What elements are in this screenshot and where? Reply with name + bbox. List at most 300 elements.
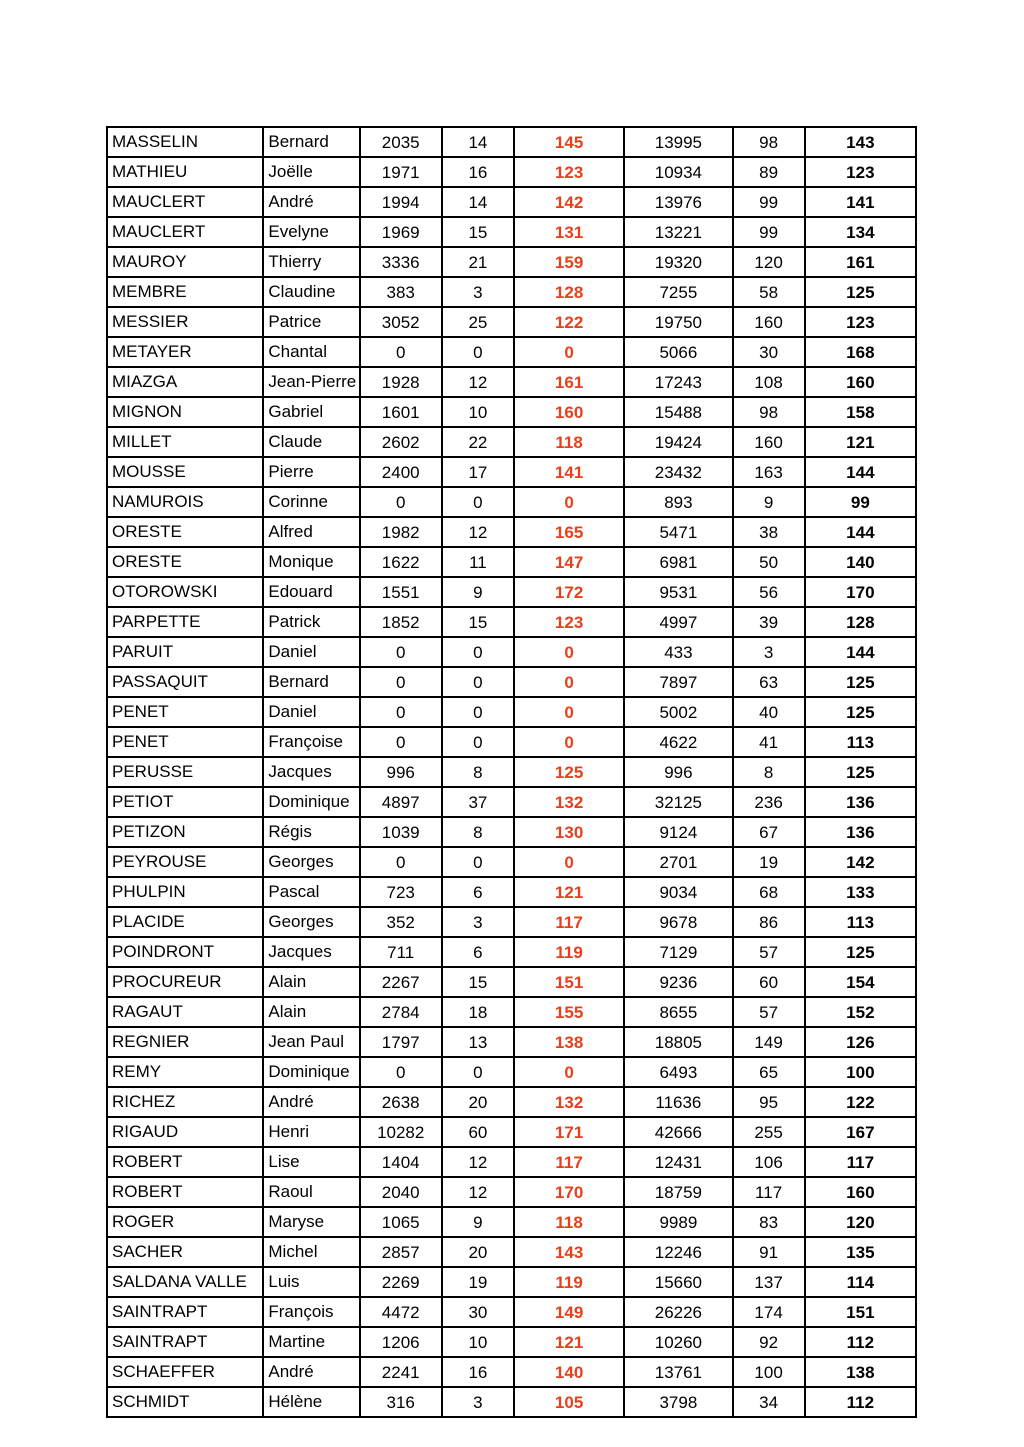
value-1-cell: 2638 [360,1087,442,1117]
first-name-cell: Daniel [263,637,359,667]
value-2-cell: 10934 [624,157,732,187]
table-row [107,1117,916,1147]
first-name-cell: Pascal [263,877,359,907]
last-name-cell: PETIZON [107,817,263,847]
table-row [107,1027,916,1057]
table-row [107,547,916,577]
count-1-cell: 16 [442,157,514,187]
average-1-cell: 143 [514,1237,624,1267]
value-1-cell: 0 [360,337,442,367]
value-1-cell: 723 [360,877,442,907]
first-name-cell: Georges [263,907,359,937]
value-1-cell: 0 [360,727,442,757]
last-name-cell: SAINTRAPT [107,1327,263,1357]
value-1-cell: 1039 [360,817,442,847]
first-name-cell: Jacques [263,757,359,787]
average-2-cell: 144 [805,637,916,667]
table-row [107,457,916,487]
value-2-cell: 9531 [624,577,732,607]
average-2-cell: 121 [805,427,916,457]
count-1-cell: 9 [442,1207,514,1237]
average-2-cell: 120 [805,1207,916,1237]
value-2-cell: 9989 [624,1207,732,1237]
count-2-cell: 255 [733,1117,805,1147]
average-2-cell: 122 [805,1087,916,1117]
count-2-cell: 60 [733,967,805,997]
count-2-cell: 160 [733,427,805,457]
first-name-cell: Luis [263,1267,359,1297]
average-2-cell: 135 [805,1237,916,1267]
count-2-cell: 9 [733,487,805,517]
value-2-cell: 17243 [624,367,732,397]
count-2-cell: 34 [733,1387,805,1417]
value-1-cell: 0 [360,847,442,877]
last-name-cell: PARPETTE [107,607,263,637]
last-name-cell: REMY [107,1057,263,1087]
average-1-cell: 0 [514,667,624,697]
value-2-cell: 5066 [624,337,732,367]
table-row [107,187,916,217]
table-row [107,307,916,337]
value-1-cell: 2241 [360,1357,442,1387]
count-1-cell: 13 [442,1027,514,1057]
count-2-cell: 83 [733,1207,805,1237]
count-1-cell: 18 [442,997,514,1027]
table-row [107,517,916,547]
average-2-cell: 144 [805,517,916,547]
table-row [107,817,916,847]
average-2-cell: 138 [805,1357,916,1387]
last-name-cell: PETIOT [107,787,263,817]
last-name-cell: RAGAUT [107,997,263,1027]
count-1-cell: 30 [442,1297,514,1327]
count-1-cell: 0 [442,637,514,667]
count-1-cell: 11 [442,547,514,577]
value-2-cell: 9124 [624,817,732,847]
average-1-cell: 121 [514,877,624,907]
count-1-cell: 22 [442,427,514,457]
first-name-cell: Alain [263,997,359,1027]
average-2-cell: 141 [805,187,916,217]
value-1-cell: 2602 [360,427,442,457]
count-1-cell: 20 [442,1237,514,1267]
count-2-cell: 50 [733,547,805,577]
average-1-cell: 0 [514,487,624,517]
count-1-cell: 12 [442,1147,514,1177]
average-1-cell: 132 [514,1087,624,1117]
average-2-cell: 112 [805,1327,916,1357]
first-name-cell: Monique [263,547,359,577]
first-name-cell: Raoul [263,1177,359,1207]
average-2-cell: 123 [805,157,916,187]
average-2-cell: 144 [805,457,916,487]
table-row [107,667,916,697]
value-1-cell: 10282 [360,1117,442,1147]
value-1-cell: 2857 [360,1237,442,1267]
table-row [107,1297,916,1327]
value-1-cell: 0 [360,637,442,667]
first-name-cell: Bernard [263,667,359,697]
value-2-cell: 19750 [624,307,732,337]
count-2-cell: 92 [733,1327,805,1357]
average-1-cell: 128 [514,277,624,307]
value-1-cell: 2040 [360,1177,442,1207]
value-2-cell: 4622 [624,727,732,757]
last-name-cell: PHULPIN [107,877,263,907]
table-row [107,637,916,667]
last-name-cell: OTOROWSKI [107,577,263,607]
average-2-cell: 152 [805,997,916,1027]
count-1-cell: 12 [442,367,514,397]
value-2-cell: 13976 [624,187,732,217]
value-1-cell: 1852 [360,607,442,637]
average-2-cell: 136 [805,787,916,817]
first-name-cell: Thierry [263,247,359,277]
value-1-cell: 0 [360,697,442,727]
count-2-cell: 120 [733,247,805,277]
table-body [107,127,916,1417]
average-1-cell: 123 [514,157,624,187]
average-2-cell: 161 [805,247,916,277]
average-2-cell: 158 [805,397,916,427]
count-2-cell: 8 [733,757,805,787]
last-name-cell: PENET [107,697,263,727]
count-1-cell: 10 [442,1327,514,1357]
value-1-cell: 711 [360,937,442,967]
table-row [107,157,916,187]
table-row [107,967,916,997]
value-2-cell: 15660 [624,1267,732,1297]
average-2-cell: 136 [805,817,916,847]
count-1-cell: 0 [442,487,514,517]
count-2-cell: 86 [733,907,805,937]
average-2-cell: 125 [805,937,916,967]
average-1-cell: 121 [514,1327,624,1357]
average-2-cell: 167 [805,1117,916,1147]
value-2-cell: 6981 [624,547,732,577]
count-1-cell: 6 [442,937,514,967]
last-name-cell: MAUCLERT [107,217,263,247]
count-1-cell: 8 [442,757,514,787]
average-2-cell: 125 [805,697,916,727]
average-2-cell: 154 [805,967,916,997]
count-2-cell: 163 [733,457,805,487]
count-1-cell: 0 [442,337,514,367]
last-name-cell: MIAZGA [107,367,263,397]
average-2-cell: 133 [805,877,916,907]
first-name-cell: Michel [263,1237,359,1267]
value-1-cell: 2035 [360,127,442,157]
count-1-cell: 8 [442,817,514,847]
count-1-cell: 19 [442,1267,514,1297]
average-2-cell: 143 [805,127,916,157]
count-2-cell: 39 [733,607,805,637]
first-name-cell: Henri [263,1117,359,1147]
table-row [107,1087,916,1117]
last-name-cell: PEYROUSE [107,847,263,877]
first-name-cell: Jacques [263,937,359,967]
count-2-cell: 100 [733,1357,805,1387]
count-1-cell: 14 [442,127,514,157]
value-2-cell: 7897 [624,667,732,697]
count-2-cell: 149 [733,1027,805,1057]
value-2-cell: 9034 [624,877,732,907]
value-2-cell: 42666 [624,1117,732,1147]
table-row [107,1267,916,1297]
count-2-cell: 19 [733,847,805,877]
count-2-cell: 174 [733,1297,805,1327]
average-1-cell: 151 [514,967,624,997]
count-1-cell: 12 [442,517,514,547]
count-2-cell: 236 [733,787,805,817]
average-2-cell: 128 [805,607,916,637]
average-2-cell: 125 [805,757,916,787]
table-row [107,337,916,367]
average-1-cell: 0 [514,637,624,667]
value-2-cell: 9678 [624,907,732,937]
table-row [107,1057,916,1087]
last-name-cell: NAMUROIS [107,487,263,517]
average-2-cell: 151 [805,1297,916,1327]
last-name-cell: PARUIT [107,637,263,667]
table-row [107,1237,916,1267]
first-name-cell: Edouard [263,577,359,607]
last-name-cell: POINDRONT [107,937,263,967]
count-1-cell: 14 [442,187,514,217]
table-row [107,757,916,787]
value-1-cell: 1797 [360,1027,442,1057]
count-1-cell: 12 [442,1177,514,1207]
count-1-cell: 15 [442,967,514,997]
last-name-cell: SACHER [107,1237,263,1267]
count-1-cell: 17 [442,457,514,487]
first-name-cell: Dominique [263,787,359,817]
value-1-cell: 3052 [360,307,442,337]
average-1-cell: 171 [514,1117,624,1147]
average-1-cell: 142 [514,187,624,217]
average-1-cell: 118 [514,1207,624,1237]
value-2-cell: 32125 [624,787,732,817]
count-1-cell: 6 [442,877,514,907]
first-name-cell: Hélène [263,1387,359,1417]
last-name-cell: PENET [107,727,263,757]
count-2-cell: 98 [733,127,805,157]
value-2-cell: 9236 [624,967,732,997]
average-1-cell: 0 [514,697,624,727]
average-1-cell: 155 [514,997,624,1027]
average-1-cell: 117 [514,1147,624,1177]
average-1-cell: 141 [514,457,624,487]
table-row [107,217,916,247]
table-row [107,367,916,397]
value-2-cell: 11636 [624,1087,732,1117]
value-2-cell: 3798 [624,1387,732,1417]
average-2-cell: 160 [805,1177,916,1207]
value-1-cell: 383 [360,277,442,307]
first-name-cell: Corinne [263,487,359,517]
count-1-cell: 60 [442,1117,514,1147]
count-2-cell: 3 [733,637,805,667]
value-1-cell: 1551 [360,577,442,607]
first-name-cell: Evelyne [263,217,359,247]
first-name-cell: Patrick [263,607,359,637]
count-2-cell: 89 [733,157,805,187]
value-2-cell: 13221 [624,217,732,247]
count-2-cell: 65 [733,1057,805,1087]
value-1-cell: 0 [360,1057,442,1087]
first-name-cell: Pierre [263,457,359,487]
value-2-cell: 8655 [624,997,732,1027]
value-1-cell: 1994 [360,187,442,217]
average-2-cell: 140 [805,547,916,577]
average-1-cell: 117 [514,907,624,937]
count-1-cell: 3 [442,907,514,937]
last-name-cell: PASSAQUIT [107,667,263,697]
table-row [107,1387,916,1417]
table-row [107,847,916,877]
value-2-cell: 6493 [624,1057,732,1087]
table-row [107,727,916,757]
average-1-cell: 160 [514,397,624,427]
count-1-cell: 3 [442,277,514,307]
value-1-cell: 1601 [360,397,442,427]
average-1-cell: 105 [514,1387,624,1417]
first-name-cell: Alfred [263,517,359,547]
last-name-cell: PROCUREUR [107,967,263,997]
value-2-cell: 19424 [624,427,732,457]
average-1-cell: 165 [514,517,624,547]
last-name-cell: ORESTE [107,517,263,547]
table-row [107,487,916,517]
table-row [107,937,916,967]
count-1-cell: 3 [442,1387,514,1417]
count-1-cell: 9 [442,577,514,607]
table-row [107,697,916,727]
count-1-cell: 21 [442,247,514,277]
average-1-cell: 0 [514,1057,624,1087]
count-2-cell: 68 [733,877,805,907]
average-1-cell: 147 [514,547,624,577]
count-2-cell: 57 [733,997,805,1027]
first-name-cell: Jean Paul [263,1027,359,1057]
last-name-cell: MOUSSE [107,457,263,487]
last-name-cell: REGNIER [107,1027,263,1057]
average-1-cell: 161 [514,367,624,397]
value-1-cell: 1206 [360,1327,442,1357]
average-2-cell: 112 [805,1387,916,1417]
table-row [107,877,916,907]
average-2-cell: 170 [805,577,916,607]
value-1-cell: 4472 [360,1297,442,1327]
average-1-cell: 140 [514,1357,624,1387]
last-name-cell: RICHEZ [107,1087,263,1117]
table-row [107,427,916,457]
first-name-cell: Maryse [263,1207,359,1237]
first-name-cell: Dominique [263,1057,359,1087]
last-name-cell: MESSIER [107,307,263,337]
average-1-cell: 118 [514,427,624,457]
last-name-cell: MAUCLERT [107,187,263,217]
count-2-cell: 57 [733,937,805,967]
average-2-cell: 117 [805,1147,916,1177]
first-name-cell: Claudine [263,277,359,307]
count-2-cell: 160 [733,307,805,337]
value-2-cell: 7255 [624,277,732,307]
last-name-cell: ROBERT [107,1177,263,1207]
last-name-cell: ROBERT [107,1147,263,1177]
value-1-cell: 352 [360,907,442,937]
first-name-cell: André [263,1087,359,1117]
average-2-cell: 125 [805,277,916,307]
value-1-cell: 2269 [360,1267,442,1297]
last-name-cell: ROGER [107,1207,263,1237]
first-name-cell: Lise [263,1147,359,1177]
average-1-cell: 123 [514,607,624,637]
first-name-cell: Régis [263,817,359,847]
count-2-cell: 91 [733,1237,805,1267]
count-1-cell: 25 [442,307,514,337]
average-2-cell: 134 [805,217,916,247]
first-name-cell: André [263,187,359,217]
value-1-cell: 1065 [360,1207,442,1237]
value-2-cell: 2701 [624,847,732,877]
table-row [107,1207,916,1237]
count-2-cell: 58 [733,277,805,307]
average-1-cell: 131 [514,217,624,247]
value-2-cell: 23432 [624,457,732,487]
value-1-cell: 1928 [360,367,442,397]
average-1-cell: 149 [514,1297,624,1327]
last-name-cell: PLACIDE [107,907,263,937]
first-name-cell: Gabriel [263,397,359,427]
table-row [107,397,916,427]
count-2-cell: 56 [733,577,805,607]
last-name-cell: METAYER [107,337,263,367]
value-2-cell: 12431 [624,1147,732,1177]
count-1-cell: 16 [442,1357,514,1387]
value-2-cell: 15488 [624,397,732,427]
first-name-cell: Georges [263,847,359,877]
count-2-cell: 98 [733,397,805,427]
count-2-cell: 106 [733,1147,805,1177]
value-2-cell: 18759 [624,1177,732,1207]
table-row [107,577,916,607]
last-name-cell: SALDANA VALLE [107,1267,263,1297]
value-2-cell: 433 [624,637,732,667]
count-2-cell: 137 [733,1267,805,1297]
average-2-cell: 99 [805,487,916,517]
average-2-cell: 113 [805,907,916,937]
table-row [107,787,916,817]
table-row [107,907,916,937]
last-name-cell: MATHIEU [107,157,263,187]
average-2-cell: 142 [805,847,916,877]
count-2-cell: 63 [733,667,805,697]
first-name-cell: Patrice [263,307,359,337]
last-name-cell: MASSELIN [107,127,263,157]
value-1-cell: 0 [360,487,442,517]
table-row [107,277,916,307]
average-1-cell: 0 [514,337,624,367]
average-1-cell: 130 [514,817,624,847]
average-2-cell: 114 [805,1267,916,1297]
average-2-cell: 160 [805,367,916,397]
table-row [107,997,916,1027]
count-2-cell: 30 [733,337,805,367]
value-1-cell: 0 [360,667,442,697]
count-1-cell: 0 [442,697,514,727]
count-1-cell: 0 [442,847,514,877]
